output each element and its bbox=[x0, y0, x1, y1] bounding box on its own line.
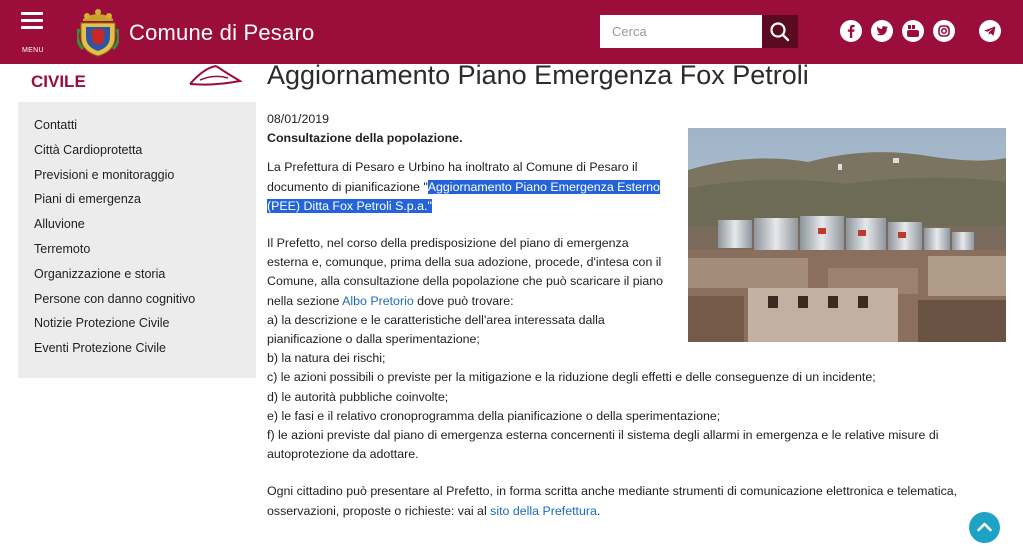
body-text-end: dove può trovare: bbox=[413, 293, 514, 308]
telegram-link[interactable] bbox=[979, 20, 1001, 42]
list-item: f) le azioni previste dal piano di emergenza esterna concernenti il sistema degli allarmi in emergenza e le relative misure di autoprotezione da adottare. bbox=[267, 428, 939, 462]
menu-label: MENU bbox=[22, 47, 44, 54]
sidebar-item-previsioni[interactable]: Previsioni e monitoraggio bbox=[34, 167, 175, 182]
sidebar-item-notizie[interactable]: Notizie Protezione Civile bbox=[34, 316, 170, 331]
sidebar-item-eventi[interactable]: Eventi Protezione Civile bbox=[34, 341, 167, 356]
instagram-icon bbox=[933, 20, 955, 42]
closing-paragraph bbox=[267, 482, 1007, 520]
hamburger-icon-bar bbox=[21, 26, 43, 29]
twitter-link[interactable] bbox=[871, 20, 893, 42]
prefettura-link[interactable]: sito della Prefettura bbox=[490, 503, 597, 518]
page-title: Aggiornamento Piano Emergenza Fox Petroli bbox=[267, 60, 809, 90]
sidebar-item-danno-cognitivo[interactable]: Persone con danno cognitivo bbox=[34, 291, 196, 306]
sidebar-item-terremoto[interactable]: Terremoto bbox=[34, 241, 91, 256]
closing-text: Ogni cittadino può presentare al Prefetto, in forma scritta anche mediante strumenti di comunicazione elettronica e telematica, osservazioni, proposte o richieste: vai al bbox=[267, 484, 958, 518]
sidebar-section-header bbox=[18, 64, 256, 102]
top-header bbox=[0, 0, 1023, 64]
civil-protection-logo-icon bbox=[186, 64, 244, 88]
chevron-up-icon bbox=[969, 512, 1000, 543]
site-title[interactable]: Comune di Pesaro bbox=[129, 20, 315, 45]
search-input[interactable] bbox=[600, 15, 762, 48]
intro-paragraph bbox=[267, 158, 667, 216]
body-text: Il Prefetto, nel corso della predisposizione del piano di emergenza esterna e, comunque, prima della sua adozione, procede, d'intesa con il Comune, alla consultazione della popolazione che può scaricare il piano nella sezione bbox=[267, 236, 664, 308]
article-subtitle: Consultazione della popolazione. bbox=[267, 131, 463, 146]
list-item: d) le autorità pubbliche coinvolte; bbox=[267, 389, 449, 404]
sidebar-nav bbox=[18, 102, 256, 378]
sidebar-section-label: CIVILE bbox=[31, 72, 86, 91]
facebook-link[interactable] bbox=[840, 20, 862, 42]
article-body bbox=[267, 110, 1007, 521]
facebook-icon bbox=[840, 20, 862, 42]
instagram-link[interactable] bbox=[933, 20, 955, 42]
youtube-link[interactable] bbox=[902, 20, 924, 42]
sidebar-item-organizzazione[interactable]: Organizzazione e storia bbox=[34, 266, 166, 281]
article-date: 08/01/2019 bbox=[267, 112, 330, 126]
list-item: e) le fasi e il relativo cronoprogramma della pianificazione o della sperimentazione; bbox=[267, 408, 721, 423]
hamburger-icon-bar bbox=[21, 19, 43, 22]
selected-text-highlight[interactable]: Aggiornamento Piano Emergenza Esterno (PEE) Ditta Fox Petroli S.p.a." bbox=[267, 179, 660, 213]
list-item: a) la descrizione e le caratteristiche dell'area interessata dalla pianificazione o dalla sperimentazione; bbox=[267, 312, 605, 347]
youtube-icon bbox=[902, 20, 924, 42]
telegram-icon bbox=[979, 20, 1001, 42]
sidebar-item-citta-cardioprotetta[interactable]: Città Cardioprotetta bbox=[34, 142, 143, 157]
sidebar-item-contatti[interactable]: Contatti bbox=[34, 118, 78, 132]
closing-text-end: . bbox=[596, 503, 601, 518]
sidebar-item-piani-emergenza[interactable]: Piani di emergenza bbox=[34, 192, 142, 207]
back-to-top-button[interactable] bbox=[969, 512, 1000, 543]
list-item: b) la natura dei rischi; bbox=[267, 351, 386, 366]
city-crest-logo[interactable] bbox=[77, 9, 119, 57]
search-button[interactable] bbox=[762, 15, 798, 48]
sidebar-item-alluvione[interactable]: Alluvione bbox=[34, 217, 85, 232]
body-paragraph bbox=[267, 234, 667, 311]
intro-text: La Prefettura di Pesaro e Urbino ha inoltrato al Comune di Pesaro il documento di pianificazione " bbox=[267, 160, 638, 194]
albo-pretorio-link[interactable]: Albo Pretorio bbox=[342, 293, 414, 308]
hamburger-icon bbox=[21, 12, 43, 15]
twitter-icon bbox=[871, 20, 893, 42]
list-item: c) le azioni possibili o previste per la mitigazione e la riduzione degli effetti e delle conseguenze di un incidente; bbox=[267, 370, 876, 385]
menu-button[interactable] bbox=[20, 12, 48, 56]
search-icon bbox=[762, 15, 798, 48]
